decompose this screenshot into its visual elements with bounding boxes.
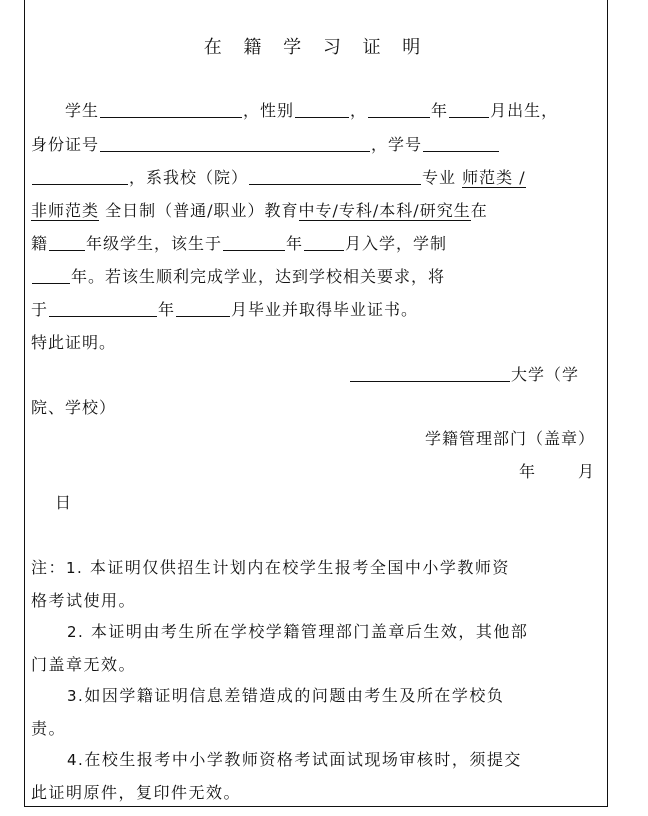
line-dept <box>425 428 595 450</box>
line-day <box>55 492 72 514</box>
line-school <box>31 167 526 189</box>
university-blank[interactable] <box>350 365 510 382</box>
grade-blank[interactable] <box>49 234 85 251</box>
label-university-cont: 院、学校） <box>31 398 117 417</box>
student-name-blank[interactable] <box>100 101 242 118</box>
line-university-cont <box>31 397 116 419</box>
label-graduation: 月毕业并取得毕业证书。 <box>231 300 419 319</box>
line-student <box>65 100 558 122</box>
label-grade: 年级学生，该生于 <box>86 234 223 253</box>
option-degrees: 中专/专科/本科/研究生 <box>298 201 471 220</box>
certificate-page <box>24 0 608 807</box>
label-born: 月出生， <box>490 101 559 120</box>
grad-year-blank[interactable] <box>49 300 157 317</box>
note-2-cont <box>31 654 136 676</box>
note-4-cont <box>31 782 241 804</box>
line-date <box>519 461 595 483</box>
line-duration <box>31 266 445 288</box>
note-3-cont <box>31 718 66 740</box>
note-3-text: 如因学籍证明信息差错造成的问题由考生及所在学校负 <box>84 686 505 705</box>
student-id-blank[interactable] <box>423 135 499 152</box>
label-enroll: 月入学，学制 <box>345 234 448 253</box>
label-fulltime: 全日制（普通/职业）教育 <box>105 201 299 220</box>
label-ji: 籍 <box>31 234 49 253</box>
note-1-text-cont: 格考试使用。 <box>31 591 137 610</box>
gender-blank[interactable] <box>295 101 349 118</box>
comma: ， <box>350 101 368 120</box>
note-3-number: 3. <box>67 687 85 705</box>
label-student-id: ，学号 <box>371 135 423 154</box>
label-major: 专业 <box>422 168 457 187</box>
label-gender: ，性别 <box>243 101 295 120</box>
note-prefix: 注： <box>31 558 67 577</box>
line-graduation <box>31 299 418 321</box>
note-1-text: 本证明仅供招生计划内在校学生报考全国中小学教师资 <box>89 558 510 577</box>
line-university <box>349 364 579 386</box>
birth-year-blank[interactable] <box>368 101 430 118</box>
school-blank[interactable] <box>32 168 128 185</box>
label-enroll-year: 年 <box>286 234 304 253</box>
label-school: ，系我校（院） <box>129 168 249 187</box>
note-4-text-cont: 此证明原件，复印件无效。 <box>31 783 242 802</box>
label-student: 学生 <box>65 101 100 120</box>
grad-month-blank[interactable] <box>176 300 230 317</box>
label-yu: 于 <box>31 300 49 319</box>
label-university: 大学（学 <box>511 365 580 384</box>
note-1 <box>31 557 510 579</box>
line-grade <box>31 233 447 255</box>
note-3-text-cont: 责。 <box>31 719 67 738</box>
label-date-year: 年 <box>518 462 536 481</box>
option-teacher: 师范类 / <box>462 168 526 187</box>
label-duration: 年。若该生顺利完成学业，达到学校相关要求，将 <box>71 267 446 286</box>
label-hereby: 特此证明。 <box>31 333 117 352</box>
major-blank[interactable] <box>249 168 421 185</box>
note-4 <box>67 749 522 771</box>
duration-blank[interactable] <box>32 267 70 284</box>
line-education <box>31 200 488 222</box>
id-number-blank[interactable] <box>100 135 370 152</box>
note-1-number: 1. <box>66 559 84 577</box>
document-title: 在 籍 学 习 证 明 <box>203 37 429 58</box>
note-4-text: 在校生报考中小学教师资格考试面试现场审核时，须提交 <box>84 750 522 769</box>
label-date-day: 日 <box>55 493 73 512</box>
label-grad-year: 年 <box>158 300 176 319</box>
birth-month-blank[interactable] <box>449 101 489 118</box>
label-in: 在 <box>470 201 488 220</box>
note-2 <box>67 621 528 643</box>
enroll-month-blank[interactable] <box>304 234 344 251</box>
label-year: 年 <box>431 101 449 120</box>
line-id <box>31 134 500 156</box>
label-dept-seal: 学籍管理部门（盖章） <box>424 429 595 448</box>
note-2-text: 本证明由考生所在学校学籍管理部门盖章后生效，其他部 <box>90 622 529 641</box>
note-1-cont <box>31 590 136 612</box>
note-2-number: 2. <box>67 623 85 641</box>
label-id-number: 身份证号 <box>31 135 100 154</box>
note-3 <box>67 685 504 707</box>
option-nonteacher: 非师范类 <box>31 201 100 220</box>
enroll-year-blank[interactable] <box>223 234 285 251</box>
line-hereby <box>31 332 116 354</box>
label-date-month: 月 <box>577 462 595 481</box>
note-4-number: 4. <box>67 751 85 769</box>
note-2-text-cont: 门盖章无效。 <box>31 655 137 674</box>
